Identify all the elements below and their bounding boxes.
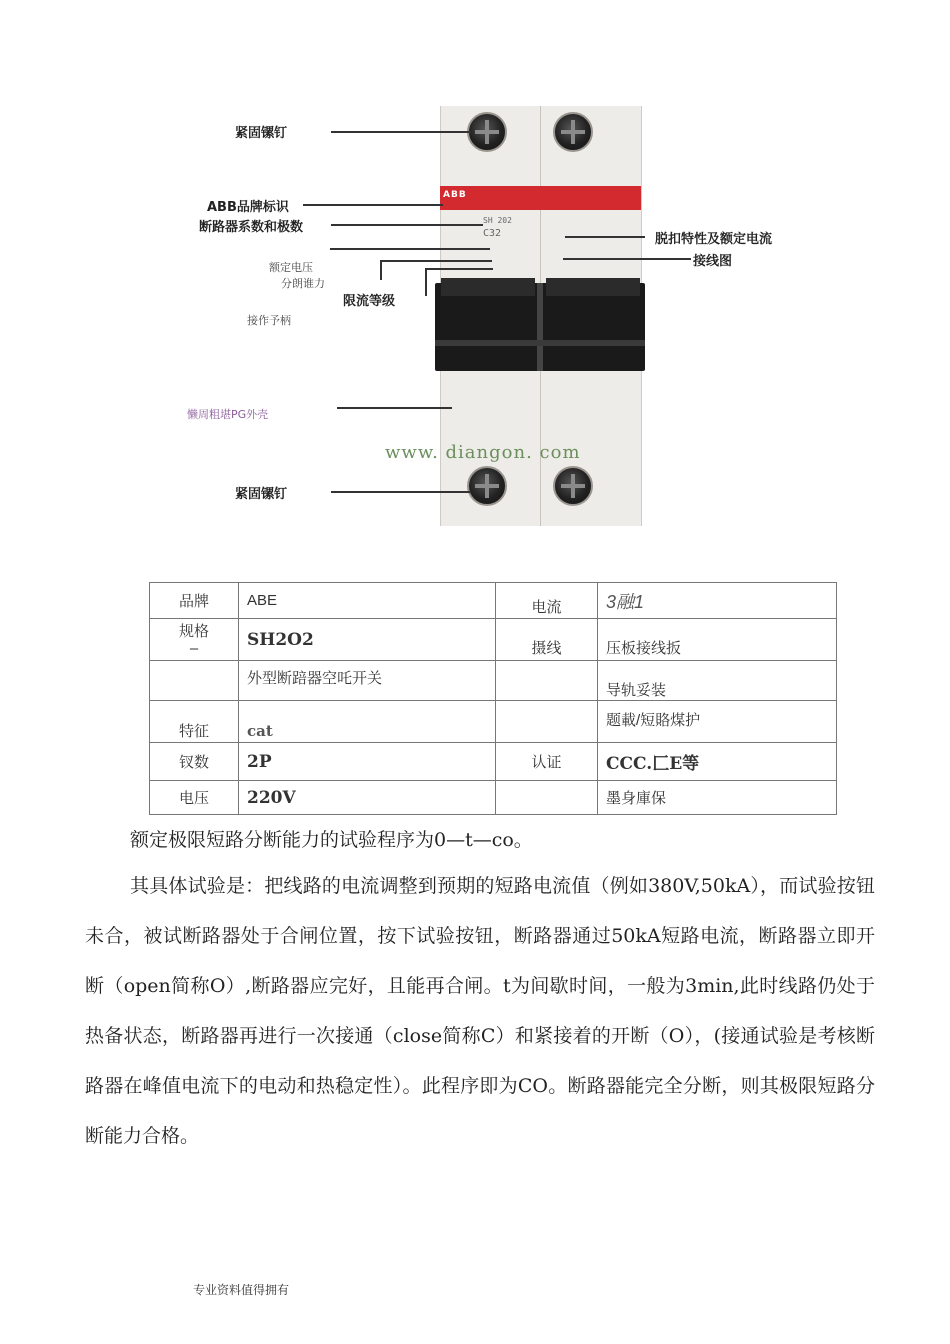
table-cell: cat — [239, 701, 496, 743]
table-row — [150, 583, 837, 619]
table-cell: 品牌 — [150, 583, 239, 619]
leader-line — [380, 260, 382, 280]
leader-line — [380, 260, 492, 262]
table-cell: CCC.匚E等 — [598, 743, 837, 781]
leader-line — [331, 224, 483, 226]
leader-line — [331, 131, 471, 133]
callout-breaking-capacity: 分朗谁力 — [281, 277, 325, 290]
bottom-right-screw-icon — [553, 466, 593, 506]
table-row — [150, 743, 837, 781]
table-cell: 220V — [239, 781, 496, 815]
model-print: SH 202 — [483, 216, 512, 225]
handle-cap-left — [441, 278, 535, 296]
table-cell — [496, 661, 598, 701]
table-cell: 2P — [239, 743, 496, 781]
callout-shell: 懒周粗堪PG外壳 — [187, 408, 269, 421]
breaker-figure — [185, 100, 825, 530]
callout-handle: 接作予柄 — [247, 314, 291, 327]
leader-line — [331, 491, 471, 493]
handle-edge — [435, 340, 645, 346]
paragraph-test-procedure: 其具体试验是：把线路的电流调整到预期的短路电流值（例如380V,50kA），而试验按钮未合，被试断路器处于合闸位置，按下试验按钮，断路器通过50kA短路电流，断路器立即开断（open简称O）,断路器应完好，且能再合闸。t为间歇时间，一般为3min,此时线路仍处于热备状态，断路器再进行一次接通（close简称C）和紧接着的开断（O），(接通试验是考核断路器在峰值电流下的电动和热稳定性）。此程序即为CO。断路器能完全分断，则其极限短路分断能力合格。 — [85, 875, 875, 1147]
table-cell: SH2O2 — [239, 619, 496, 661]
table-cell: 认证 — [496, 743, 598, 781]
table-cell: 电流 — [496, 583, 598, 619]
callout-series-poles: 断路器系数和极数 — [199, 220, 304, 235]
table-cell: 钗数 — [150, 743, 239, 781]
callout-abb-logo: ABB品牌标识 — [207, 200, 289, 215]
table-row — [150, 661, 837, 701]
top-left-screw-icon — [467, 112, 507, 152]
spec-table — [149, 582, 837, 815]
table-cell: 特征 — [150, 701, 239, 743]
leader-line — [425, 268, 427, 296]
table-cell: 3融1 — [598, 583, 837, 619]
callout-trip-current: 脱扣特性及额定电流 — [655, 232, 773, 247]
table-cell: 题載/短賂煤护 — [598, 701, 837, 743]
watermark: www. diangon. com — [385, 442, 581, 463]
table-cell: 压板接线扳 — [598, 619, 837, 661]
table-row — [150, 619, 837, 661]
handle-gap — [537, 283, 543, 371]
paragraph-intro: 额定极限短路分断能力的试验程序为0—t—co。 — [130, 829, 533, 851]
abb-logo: ABB — [443, 190, 467, 200]
callout-wiring-diagram: 接线图 — [693, 254, 733, 269]
table-cell: ABE — [239, 583, 496, 619]
top-right-screw-icon — [553, 112, 593, 152]
table-row — [150, 781, 837, 815]
rating-print: C32 — [483, 228, 502, 239]
callout-bottom-screw: 紧固镙钉 — [235, 487, 288, 502]
leader-line — [330, 248, 490, 250]
handle-cap-right — [546, 278, 640, 296]
page-footer: 专业资料值得拥有 — [193, 1283, 290, 1297]
table-cell — [496, 781, 598, 815]
callout-rated-voltage: 额定电压 — [269, 261, 313, 274]
leader-line — [303, 204, 443, 206]
table-cell: 摄线 — [496, 619, 598, 661]
table-cell: 导轨妥装 — [598, 661, 837, 701]
table-cell: 电压 — [150, 781, 239, 815]
table-cell: 外型断踣器空吒开关 — [239, 661, 496, 701]
table-cell — [150, 661, 239, 701]
callout-limit-class: 限流等级 — [343, 294, 396, 309]
leader-line — [563, 258, 691, 260]
leader-line — [337, 407, 452, 409]
table-cell — [496, 701, 598, 743]
bottom-left-screw-icon — [467, 466, 507, 506]
brand-stripe — [440, 186, 641, 210]
leader-line — [625, 236, 645, 238]
callout-top-screw: 紧固镙钉 — [235, 126, 288, 141]
leader-line — [425, 268, 493, 270]
table-cell: 规格 – — [150, 619, 239, 661]
table-cell: 墨身庫保 — [598, 781, 837, 815]
table-row — [150, 701, 837, 743]
